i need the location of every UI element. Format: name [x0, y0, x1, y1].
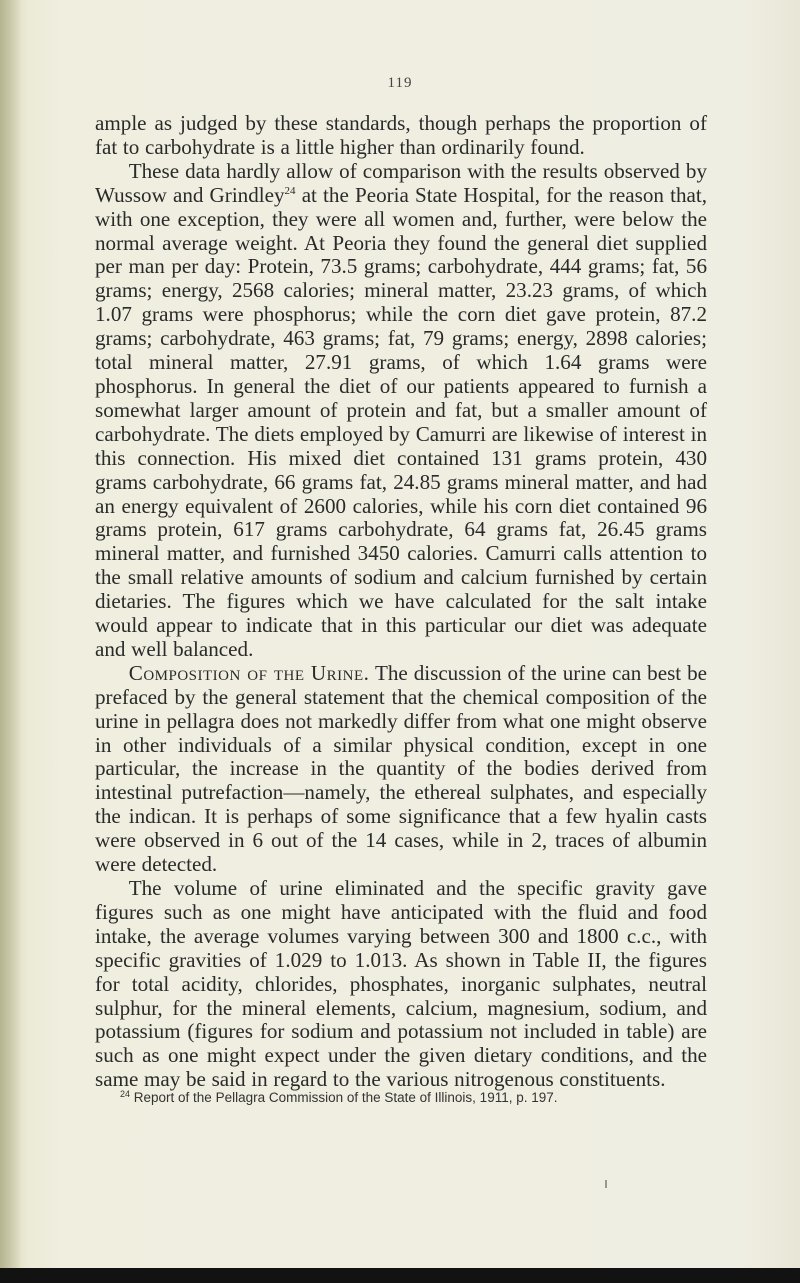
body-text: [95, 112, 707, 1092]
footnote: [120, 1090, 720, 1105]
paragraph-2-text-b: at the Peoria State Hospital, for the reason that, with one exception, they were all women and, further, were below the normal average weight. At Peoria they found the general diet supplied per man per day: Protein, 73.5 grams; carbohydrate, 444 grams; fat, 56 grams; energy, 2568 calories; mineral matter, 23.23 grams, of which 1.07 grams were phosphorus; while the corn diet gave protein, 87.2 grams; carbohydrate, 463 grams; fat, 79 grams; energy, 2898 calories; total mineral matter, 27.91 grams, of which 1.64 grams were phosphorus. In general the diet of our patients appeared to furnish a somewhat larger amount of protein and fat, but a smaller amount of carbohydrate. The diets employed by Camurri are likewise of interest in this connection. His mixed diet contained 131 grams protein, 430 grams carbohydrate, 66 grams fat, 24.85 grams mineral matter, and had an energy equivalent of 2600 calories, while his corn diet contained 96 grams protein, 617 grams carbohydrate, 64 grams fat, 26.45 grams mineral matter, and furnished 3450 calories. Camurri calls attention to the small relative amounts of sodium and calcium furnished by certain dietaries. The figures which we have calculated for the salt intake would appear to indicate that in this particular our diet was adequate and well balanced.: [95, 182, 707, 661]
scan-bottom-edge: [0, 1268, 800, 1283]
paragraph-1-text: ample as judged by these standards, though perhaps the proportion of fat to carbohydrate is a little higher than ordinarily found.: [95, 111, 707, 159]
paragraph-4: [95, 877, 707, 1092]
paragraph-4-text: The volume of urine eliminated and the specific gravity gave figures such as one might have anticipated with the fluid and food intake, the average volumes varying between 300 and 1800 c.c., with specific gravities of 1.029 to 1.013. As shown in Table II, the figures for total acidity, chlorides, phosphates, inorganic sulphates, neutral sulphur, for the mineral elements, calcium, magnesium, sodium, and potassium (figures for sodium and potassium not included in table) are such as one might expect under the given dietary conditions, and the same may be said in regard to the various nitrogenous constituents.: [95, 876, 707, 1092]
page-number: 119: [387, 75, 413, 91]
spine-shadow: [0, 0, 22, 1283]
scan-mark: [605, 1180, 607, 1188]
section-heading: Composition of the Urine.: [128, 660, 370, 685]
footnote-reference: 24: [284, 184, 296, 197]
paragraph-3-text: The discussion of the urine can best be prefaced by the general statement that the chemical composition of the urine in pellagra does not markedly differ from what one might observe in other individuals of a similar physical condition, except in one particular, the increase in the quantity of the bodies derived from intestinal putrefaction—namely, the ethereal sulphates, and especially the indican. It is perhaps of some significance that a few hyalin casts were observed in 6 out of the 14 cases, while in 2, traces of albumin were detected.: [95, 660, 707, 877]
paragraph-2-text-a: These data hardly allow of comparison with the results observed by Wussow and Grindley: [95, 158, 707, 207]
paragraph-1: [95, 112, 707, 160]
paragraph-3: [95, 662, 707, 877]
footnote-number: 24: [120, 1089, 131, 1099]
paragraph-2: [95, 160, 707, 662]
footnote-text: Report of the Pellagra Commission of the State of Illinois, 1911, p. 197.: [130, 1090, 558, 1105]
